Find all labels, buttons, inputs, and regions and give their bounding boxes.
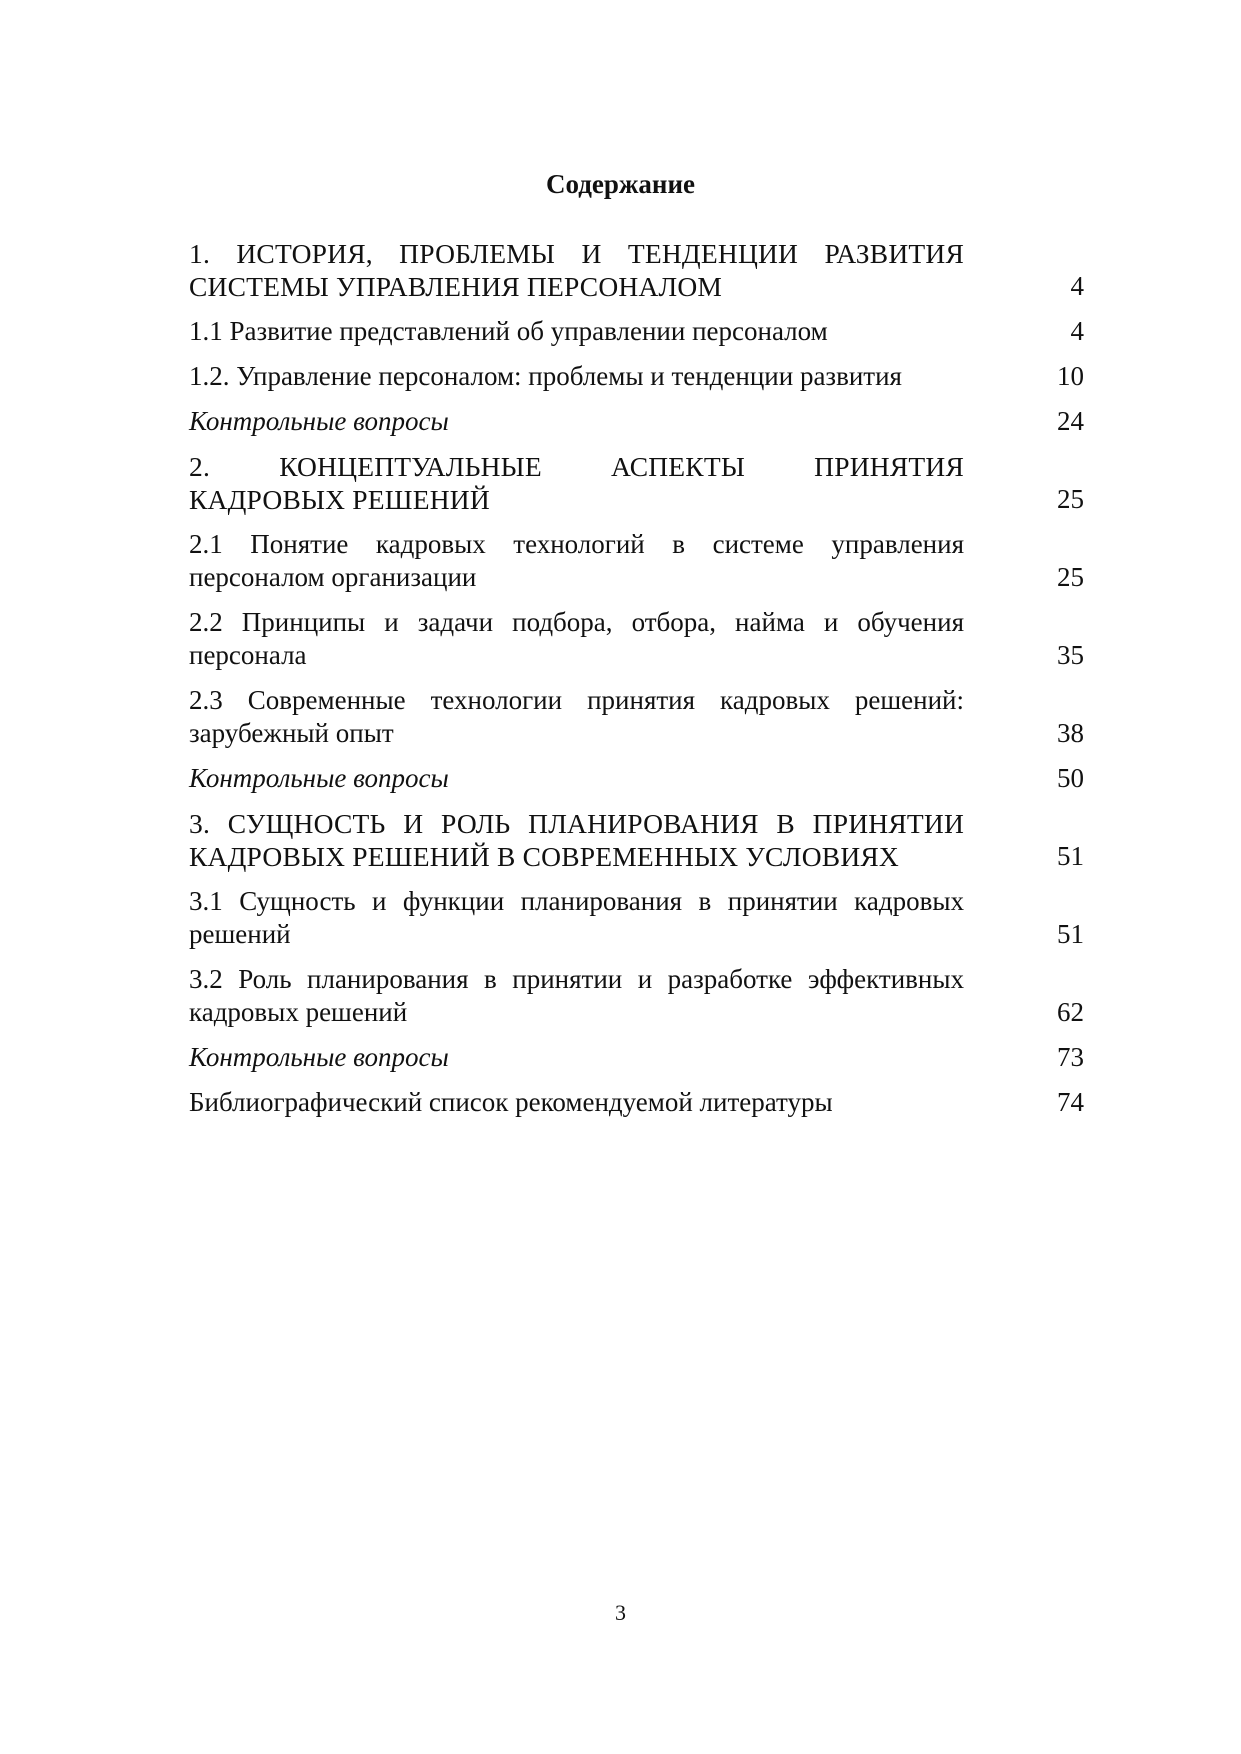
toc-entry-questions-1	[189, 405, 1084, 438]
toc-page-number: 24	[1057, 406, 1084, 436]
toc-page-number: 4	[1070, 271, 1084, 301]
toc-entry-text-line: решений	[189, 919, 291, 949]
toc-page-number: 51	[1057, 919, 1084, 949]
toc-entry-text-line: СИСТЕМЫ УПРАВЛЕНИЯ ПЕРСОНАЛОМ	[189, 271, 723, 302]
toc-entry-text-line: персонала	[189, 640, 307, 670]
toc-entry-questions-3	[189, 1041, 1084, 1074]
toc-entry-section-2-3	[189, 684, 1084, 750]
toc-entry-text-line: 3.2 Роль планирования в принятии и разработке эффективных	[189, 964, 964, 994]
toc-entry-text-line: КАДРОВЫХ РЕШЕНИЙ	[189, 484, 490, 515]
toc-entry-text-line: 1. ИСТОРИЯ, ПРОБЛЕМЫ И ТЕНДЕНЦИИ РАЗВИТИЯ	[189, 238, 964, 269]
toc-entry-text-line: Контрольные вопросы	[189, 763, 449, 793]
toc-entry-text-line: Контрольные вопросы	[189, 406, 449, 436]
toc-entry-section-1-1	[189, 315, 1084, 348]
toc-entry-section-1-2	[189, 360, 1084, 393]
toc-page-number: 25	[1057, 484, 1084, 514]
toc-entry-bibliography	[189, 1086, 1084, 1119]
toc-entry-text-line: 1.2. Управление персоналом: проблемы и тенденции развития	[189, 361, 902, 391]
toc-entry-text-line: кадровых решений	[189, 997, 408, 1027]
toc-entry-questions-2	[189, 762, 1084, 795]
toc-entry-section-3-2	[189, 963, 1084, 1029]
table-of-contents	[189, 237, 1084, 1131]
toc-page-number: 50	[1057, 763, 1084, 793]
page-number-footer: 3	[615, 1600, 626, 1625]
toc-entry-text-line: 1.1 Развитие представлений об управлении персоналом	[189, 316, 828, 346]
toc-entry-text-line: 2.2 Принципы и задачи подбора, отбора, найма и обучения	[189, 607, 964, 637]
toc-page-number: 62	[1057, 997, 1084, 1027]
toc-entry-section-3-1	[189, 885, 1084, 951]
toc-entry-text-line: зарубежный опыт	[189, 718, 394, 748]
page-title: Содержание	[545, 169, 696, 199]
toc-entry-text-line: КАДРОВЫХ РЕШЕНИЙ В СОВРЕМЕННЫХ УСЛОВИЯХ	[189, 841, 899, 872]
toc-entry-text-line: 3. СУЩНОСТЬ И РОЛЬ ПЛАНИРОВАНИЯ В ПРИНЯТИИ	[189, 808, 964, 839]
toc-entry-chapter-1	[189, 237, 1084, 303]
toc-entry-chapter-3	[189, 807, 1084, 873]
toc-entry-text-line: Контрольные вопросы	[189, 1042, 449, 1072]
toc-page-number: 74	[1057, 1087, 1084, 1117]
toc-entry-text-line: 3.1 Сущность и функции планирования в принятии кадровых	[189, 886, 964, 916]
toc-entry-text-line: 2.1 Понятие кадровых технологий в системе управления	[189, 529, 964, 559]
toc-page-number: 73	[1057, 1042, 1084, 1072]
toc-page-number: 38	[1057, 718, 1084, 748]
toc-page-number: 25	[1057, 562, 1084, 592]
toc-entry-chapter-2	[189, 450, 1084, 516]
toc-entry-section-2-1	[189, 528, 1084, 594]
toc-entry-text-line: Библиографический список рекомендуемой литературы	[189, 1087, 833, 1117]
toc-page-number: 51	[1057, 841, 1084, 871]
toc-entry-text-line: 2.3 Современные технологии принятия кадровых решений:	[189, 685, 964, 715]
toc-entry-text-line: 2. КОНЦЕПТУАЛЬНЫЕ АСПЕКТЫ ПРИНЯТИЯ	[189, 451, 964, 482]
toc-entry-section-2-2	[189, 606, 1084, 672]
toc-page-number: 10	[1057, 361, 1084, 391]
toc-page-number: 4	[1070, 316, 1084, 346]
toc-page-number: 35	[1057, 640, 1084, 670]
toc-entry-text-line: персоналом организации	[189, 562, 477, 592]
